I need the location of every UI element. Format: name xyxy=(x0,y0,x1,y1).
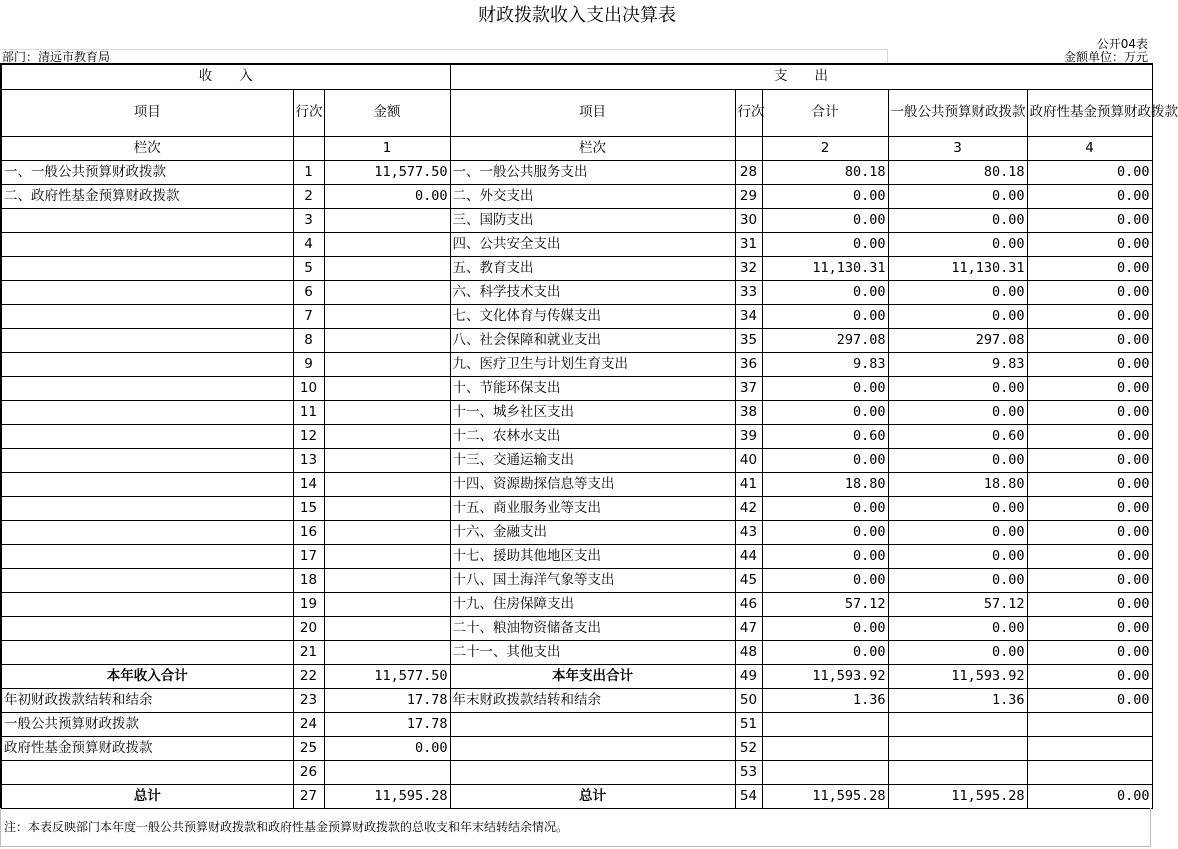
income-item-cell xyxy=(1,280,293,304)
income-line-cell: 21 xyxy=(293,640,324,664)
general-budget-cell: 0.00 xyxy=(888,376,1027,400)
income-item-cell xyxy=(1,448,293,472)
table-row xyxy=(1,496,1152,520)
income-line-cell: 22 xyxy=(293,664,324,688)
gov-fund-header: 政府性基金预算财政拨款 xyxy=(1027,89,1152,136)
income-line-cell: 3 xyxy=(293,208,324,232)
expense-line-cell: 39 xyxy=(735,424,762,448)
expense-line-cell: 49 xyxy=(735,664,762,688)
expense-item-cell: 本年支出合计 xyxy=(450,664,735,688)
gov-fund-cell: 0.00 xyxy=(1027,400,1152,424)
general-budget-cell xyxy=(888,712,1027,736)
expense-line-cell: 41 xyxy=(735,472,762,496)
expense-item-cell: 四、公共安全支出 xyxy=(450,232,735,256)
general-budget-cell: 0.00 xyxy=(888,400,1027,424)
expense-line-cell: 50 xyxy=(735,688,762,712)
income-item-cell xyxy=(1,376,293,400)
income-line-cell: 9 xyxy=(293,352,324,376)
income-amount-cell xyxy=(324,592,450,616)
gov-fund-cell: 0.00 xyxy=(1027,448,1152,472)
expense-item-cell: 十一、城乡社区支出 xyxy=(450,400,735,424)
expense-item-cell: 十五、商业服务业等支出 xyxy=(450,496,735,520)
income-line-cell: 20 xyxy=(293,616,324,640)
general-budget-cell: 0.00 xyxy=(888,616,1027,640)
gov-fund-cell: 0.00 xyxy=(1027,784,1152,808)
income-line-cell: 23 xyxy=(293,688,324,712)
gov-fund-cell: 0.00 xyxy=(1027,424,1152,448)
income-item-cell xyxy=(1,400,293,424)
expense-total-cell: 0.00 xyxy=(762,376,888,400)
general-budget-cell: 0.00 xyxy=(888,568,1027,592)
department-label: 部门：清远市教育局 xyxy=(2,50,111,64)
expense-total-cell: 0.00 xyxy=(762,448,888,472)
general-budget-cell: 57.12 xyxy=(888,592,1027,616)
expense-total-cell: 0.00 xyxy=(762,520,888,544)
table-row xyxy=(1,664,1152,688)
expense-item-cell: 十六、金融支出 xyxy=(450,520,735,544)
expense-item-cell: 十八、国土海洋气象等支出 xyxy=(450,568,735,592)
income-item-cell xyxy=(1,496,293,520)
expense-line-cell: 48 xyxy=(735,640,762,664)
gov-fund-cell: 0.00 xyxy=(1027,664,1152,688)
col-index-1: 1 xyxy=(324,136,450,160)
table-row xyxy=(1,184,1152,208)
income-item-cell xyxy=(1,616,293,640)
income-line-cell: 16 xyxy=(293,520,324,544)
expense-line-cell: 31 xyxy=(735,232,762,256)
table-row xyxy=(1,352,1152,376)
table-row xyxy=(1,616,1152,640)
expense-total-cell: 57.12 xyxy=(762,592,888,616)
income-amount-cell xyxy=(324,280,450,304)
general-budget-cell: 9.83 xyxy=(888,352,1027,376)
income-item-cell xyxy=(1,760,293,784)
income-item-cell xyxy=(1,544,293,568)
general-budget-cell: 11,593.92 xyxy=(888,664,1027,688)
expense-line-cell: 29 xyxy=(735,184,762,208)
expense-line-cell: 47 xyxy=(735,616,762,640)
page-title: 财政拨款收入支出决算表 xyxy=(478,5,676,26)
expense-item-cell: 七、文化体育与传媒支出 xyxy=(450,304,735,328)
expense-total-cell xyxy=(762,760,888,784)
income-amount-header: 金额 xyxy=(324,89,450,136)
table-row xyxy=(1,448,1152,472)
general-budget-cell: 0.00 xyxy=(888,304,1027,328)
expense-line-cell: 37 xyxy=(735,376,762,400)
table-row xyxy=(1,544,1152,568)
expense-total-cell: 11,593.92 xyxy=(762,664,888,688)
expense-item-cell: 二十、粮油物资储备支出 xyxy=(450,616,735,640)
general-budget-cell: 0.00 xyxy=(888,496,1027,520)
expense-total-cell xyxy=(762,712,888,736)
gov-fund-cell: 0.00 xyxy=(1027,184,1152,208)
expense-total-cell: 0.00 xyxy=(762,640,888,664)
expense-item-cell: 二、外交支出 xyxy=(450,184,735,208)
income-item-cell: 年初财政拨款结转和结余 xyxy=(1,688,293,712)
income-item-cell xyxy=(1,472,293,496)
income-line-header: 行次 xyxy=(293,89,324,136)
income-item-cell xyxy=(1,328,293,352)
expense-total-cell xyxy=(762,736,888,760)
income-amount-cell xyxy=(324,352,450,376)
expense-total-cell: 0.00 xyxy=(762,496,888,520)
header-divider-vertical xyxy=(887,49,888,63)
expense-line-blank xyxy=(735,136,762,160)
income-item-cell xyxy=(1,352,293,376)
expense-total-cell: 1.36 xyxy=(762,688,888,712)
income-item-cell: 本年收入合计 xyxy=(1,664,293,688)
income-amount-cell: 11,595.28 xyxy=(324,784,450,808)
income-amount-cell xyxy=(324,544,450,568)
general-budget-cell: 0.00 xyxy=(888,544,1027,568)
table-row xyxy=(1,208,1152,232)
income-line-cell: 5 xyxy=(293,256,324,280)
table-row xyxy=(1,520,1152,544)
table-row xyxy=(1,400,1152,424)
income-col-label: 栏次 xyxy=(1,136,293,160)
expense-total-cell: 0.00 xyxy=(762,184,888,208)
form-number: 公开04表 xyxy=(1096,37,1148,51)
expense-total-cell: 297.08 xyxy=(762,328,888,352)
income-line-cell: 2 xyxy=(293,184,324,208)
income-amount-cell xyxy=(324,616,450,640)
gov-fund-cell: 0.00 xyxy=(1027,304,1152,328)
expense-total-cell: 11,130.31 xyxy=(762,256,888,280)
table-row xyxy=(1,472,1152,496)
income-item-cell: 一般公共预算财政拨款 xyxy=(1,712,293,736)
expense-line-cell: 42 xyxy=(735,496,762,520)
table-row xyxy=(1,784,1152,808)
income-line-cell: 8 xyxy=(293,328,324,352)
finance-table xyxy=(0,63,1178,809)
expense-total-cell: 0.00 xyxy=(762,304,888,328)
general-budget-cell: 11,595.28 xyxy=(888,784,1027,808)
expense-item-cell: 十四、资源勘探信息等支出 xyxy=(450,472,735,496)
table-row xyxy=(1,568,1152,592)
income-item-cell xyxy=(1,640,293,664)
expense-line-cell: 36 xyxy=(735,352,762,376)
gov-fund-cell: 0.00 xyxy=(1027,280,1152,304)
expense-line-cell: 43 xyxy=(735,520,762,544)
expense-item-cell: 年末财政拨款结转和结余 xyxy=(450,688,735,712)
gov-fund-cell: 0.00 xyxy=(1027,592,1152,616)
expense-item-cell: 三、国防支出 xyxy=(450,208,735,232)
income-amount-cell xyxy=(324,400,450,424)
expense-item-cell: 十九、住房保障支出 xyxy=(450,592,735,616)
gov-fund-cell xyxy=(1027,712,1152,736)
expense-line-cell: 53 xyxy=(735,760,762,784)
income-amount-cell xyxy=(324,640,450,664)
expense-line-cell: 54 xyxy=(735,784,762,808)
expense-total-cell: 9.83 xyxy=(762,352,888,376)
expense-total-cell: 0.00 xyxy=(762,568,888,592)
unit-label: 金额单位：万元 xyxy=(1063,50,1148,64)
expense-item-cell xyxy=(450,712,735,736)
income-item-cell xyxy=(1,592,293,616)
income-amount-cell xyxy=(324,328,450,352)
income-line-cell: 1 xyxy=(293,160,324,184)
income-amount-cell xyxy=(324,760,450,784)
income-amount-cell xyxy=(324,304,450,328)
expense-total-header: 合计 xyxy=(762,89,888,136)
expense-item-cell: 八、社会保障和就业支出 xyxy=(450,328,735,352)
expense-line-cell: 33 xyxy=(735,280,762,304)
expense-line-cell: 51 xyxy=(735,712,762,736)
general-budget-cell: 0.00 xyxy=(888,208,1027,232)
income-amount-cell xyxy=(324,568,450,592)
income-line-cell: 17 xyxy=(293,544,324,568)
table-row xyxy=(1,760,1152,784)
gov-fund-cell: 0.00 xyxy=(1027,208,1152,232)
income-item-cell: 二、政府性基金预算财政拨款 xyxy=(1,184,293,208)
expense-item-cell: 十三、交通运输支出 xyxy=(450,448,735,472)
general-budget-cell: 0.00 xyxy=(888,640,1027,664)
expense-total-cell: 0.00 xyxy=(762,208,888,232)
income-amount-cell: 0.00 xyxy=(324,184,450,208)
income-amount-cell xyxy=(324,424,450,448)
expense-item-cell: 十二、农林水支出 xyxy=(450,424,735,448)
section-header-row xyxy=(1,64,1152,89)
table-row xyxy=(1,424,1152,448)
table-row xyxy=(1,280,1152,304)
expense-item-cell: 一、一般公共服务支出 xyxy=(450,160,735,184)
expense-total-cell: 80.18 xyxy=(762,160,888,184)
income-amount-cell: 11,577.50 xyxy=(324,160,450,184)
expense-total-cell: 0.00 xyxy=(762,232,888,256)
general-budget-cell: 0.00 xyxy=(888,520,1027,544)
income-amount-cell: 0.00 xyxy=(324,736,450,760)
income-line-cell: 27 xyxy=(293,784,324,808)
gov-fund-cell xyxy=(1027,760,1152,784)
expense-item-cell: 总计 xyxy=(450,784,735,808)
column-header-row xyxy=(1,89,1152,136)
gov-fund-cell: 0.00 xyxy=(1027,232,1152,256)
expense-total-cell: 0.00 xyxy=(762,400,888,424)
expense-line-cell: 30 xyxy=(735,208,762,232)
expense-item-cell: 九、医疗卫生与计划生育支出 xyxy=(450,352,735,376)
col-index-4: 4 xyxy=(1027,136,1152,160)
col-index-3: 3 xyxy=(888,136,1027,160)
income-item-cell xyxy=(1,568,293,592)
income-item-cell xyxy=(1,424,293,448)
expense-item-cell: 五、教育支出 xyxy=(450,256,735,280)
expense-total-cell: 0.00 xyxy=(762,616,888,640)
expense-item-cell: 二十一、其他支出 xyxy=(450,640,735,664)
expense-line-cell: 44 xyxy=(735,544,762,568)
general-budget-cell: 1.36 xyxy=(888,688,1027,712)
gov-fund-cell: 0.00 xyxy=(1027,352,1152,376)
expense-line-cell: 34 xyxy=(735,304,762,328)
expense-header: 支 出 xyxy=(450,64,1152,89)
income-item-cell xyxy=(1,304,293,328)
general-budget-cell xyxy=(888,760,1027,784)
gov-fund-cell: 0.00 xyxy=(1027,160,1152,184)
expense-line-cell: 45 xyxy=(735,568,762,592)
income-item-cell: 一、一般公共预算财政拨款 xyxy=(1,160,293,184)
general-budget-cell: 0.00 xyxy=(888,184,1027,208)
income-line-cell: 12 xyxy=(293,424,324,448)
gov-fund-cell: 0.00 xyxy=(1027,328,1152,352)
income-amount-cell: 17.78 xyxy=(324,712,450,736)
income-amount-cell xyxy=(324,232,450,256)
table-row xyxy=(1,376,1152,400)
expense-line-cell: 38 xyxy=(735,400,762,424)
column-index-row xyxy=(1,136,1152,160)
gov-fund-cell: 0.00 xyxy=(1027,616,1152,640)
expense-line-cell: 46 xyxy=(735,592,762,616)
income-amount-cell xyxy=(324,448,450,472)
income-line-cell: 18 xyxy=(293,568,324,592)
income-amount-cell: 11,577.50 xyxy=(324,664,450,688)
gov-fund-cell: 0.00 xyxy=(1027,520,1152,544)
table-row xyxy=(1,592,1152,616)
footnote: 注：本表反映部门本年度一般公共预算财政拨款和政府性基金预算财政拨款的总收支和年末结转结余情况。 xyxy=(4,820,569,834)
expense-item-cell xyxy=(450,736,735,760)
gov-fund-cell: 0.00 xyxy=(1027,496,1152,520)
income-item-header: 项目 xyxy=(1,89,293,136)
gov-fund-cell: 0.00 xyxy=(1027,544,1152,568)
table-row xyxy=(1,688,1152,712)
general-budget-cell: 18.80 xyxy=(888,472,1027,496)
gov-fund-cell: 0.00 xyxy=(1027,568,1152,592)
table-row xyxy=(1,160,1152,184)
income-amount-cell xyxy=(324,376,450,400)
expense-line-cell: 40 xyxy=(735,448,762,472)
income-amount-cell: 17.78 xyxy=(324,688,450,712)
gov-fund-cell: 0.00 xyxy=(1027,688,1152,712)
income-item-cell: 政府性基金预算财政拨款 xyxy=(1,736,293,760)
income-item-cell xyxy=(1,208,293,232)
general-budget-cell: 297.08 xyxy=(888,328,1027,352)
expense-item-cell: 六、科学技术支出 xyxy=(450,280,735,304)
expense-line-header: 行次 xyxy=(735,89,762,136)
general-budget-cell: 0.00 xyxy=(888,280,1027,304)
table-row xyxy=(1,304,1152,328)
income-amount-cell xyxy=(324,208,450,232)
table-row xyxy=(1,736,1152,760)
general-budget-header: 一般公共预算财政拨款 xyxy=(888,89,1027,136)
income-line-cell: 26 xyxy=(293,760,324,784)
table-row xyxy=(1,232,1152,256)
expense-total-cell: 0.00 xyxy=(762,544,888,568)
income-line-cell: 14 xyxy=(293,472,324,496)
expense-total-cell: 0.60 xyxy=(762,424,888,448)
table-row xyxy=(1,640,1152,664)
gov-fund-cell: 0.00 xyxy=(1027,376,1152,400)
gov-fund-cell: 0.00 xyxy=(1027,640,1152,664)
income-line-cell: 7 xyxy=(293,304,324,328)
expense-item-cell: 十七、援助其他地区支出 xyxy=(450,544,735,568)
income-line-cell: 4 xyxy=(293,232,324,256)
header-divider xyxy=(0,49,887,50)
gov-fund-cell: 0.00 xyxy=(1027,472,1152,496)
income-line-cell: 6 xyxy=(293,280,324,304)
general-budget-cell: 11,130.31 xyxy=(888,256,1027,280)
income-item-cell xyxy=(1,256,293,280)
general-budget-cell xyxy=(888,736,1027,760)
income-line-cell: 13 xyxy=(293,448,324,472)
general-budget-cell: 80.18 xyxy=(888,160,1027,184)
general-budget-cell: 0.00 xyxy=(888,232,1027,256)
expense-total-cell: 11,595.28 xyxy=(762,784,888,808)
expense-item-cell: 十、节能环保支出 xyxy=(450,376,735,400)
expense-line-cell: 52 xyxy=(735,736,762,760)
general-budget-cell: 0.00 xyxy=(888,448,1027,472)
expense-total-cell: 18.80 xyxy=(762,472,888,496)
income-header: 收 入 xyxy=(1,64,450,89)
income-item-cell: 总计 xyxy=(1,784,293,808)
expense-line-cell: 35 xyxy=(735,328,762,352)
income-item-cell xyxy=(1,232,293,256)
expense-line-cell: 28 xyxy=(735,160,762,184)
income-line-cell: 19 xyxy=(293,592,324,616)
income-line-blank xyxy=(293,136,324,160)
income-amount-cell xyxy=(324,496,450,520)
income-item-cell xyxy=(1,520,293,544)
expense-item-cell xyxy=(450,760,735,784)
table-row xyxy=(1,256,1152,280)
income-amount-cell xyxy=(324,520,450,544)
expense-line-cell: 32 xyxy=(735,256,762,280)
income-line-cell: 24 xyxy=(293,712,324,736)
expense-total-cell: 0.00 xyxy=(762,280,888,304)
income-amount-cell xyxy=(324,472,450,496)
expense-col-label: 栏次 xyxy=(450,136,735,160)
gov-fund-cell: 0.00 xyxy=(1027,256,1152,280)
income-line-cell: 15 xyxy=(293,496,324,520)
income-amount-cell xyxy=(324,256,450,280)
table-row xyxy=(1,328,1152,352)
table-row xyxy=(1,712,1152,736)
income-line-cell: 10 xyxy=(293,376,324,400)
income-line-cell: 25 xyxy=(293,736,324,760)
general-budget-cell: 0.60 xyxy=(888,424,1027,448)
expense-item-header: 项目 xyxy=(450,89,735,136)
income-line-cell: 11 xyxy=(293,400,324,424)
gov-fund-cell xyxy=(1027,736,1152,760)
col-index-2: 2 xyxy=(762,136,888,160)
